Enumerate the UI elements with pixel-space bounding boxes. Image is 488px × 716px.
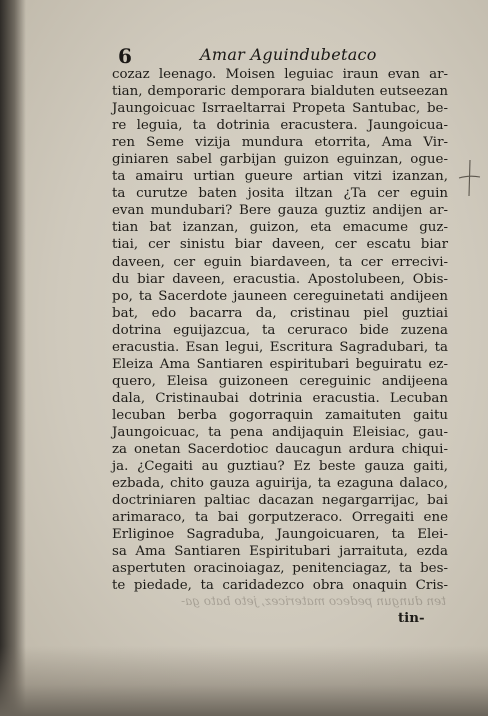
text-line: arimaraco, ta bai gorputzeraco. Orregaiti ene (112, 510, 448, 526)
text-line: eracustia. Esan legui, Escritura Sagradubari, ta (112, 339, 448, 355)
text-line: aspertuten oracinoiagaz, penitenciagaz, ta bes- (112, 561, 448, 577)
text-line: Jaungoicuac, ta pena andijaquin Eleisiac, gau- (112, 424, 448, 440)
text-line: giniaren sabel garbijan guizon eguinzan, ogue- (112, 152, 448, 168)
text-line: ja. ¿Cegaiti au guztiau? Ez beste gauza gaiti, (112, 459, 448, 475)
text-line: ta curutze baten josita iltzan ¿Ta cer eguin (112, 186, 448, 202)
text-line: dala, Cristinaubai dotrinia eracustia. Lecuban (112, 390, 448, 406)
page-header (118, 44, 448, 68)
running-title: Amar Aguindubetaco (200, 45, 377, 64)
text-line: te piedade, ta caridadezco obra onaquin Cris- (112, 578, 448, 594)
text-line: dotrina eguijazcua, ta ceruraco bide zuzena (112, 322, 448, 338)
text-line: ta amairu urtian gueure artian vitzi izanzan, (112, 169, 448, 185)
text-line: tian, demporaric demporara bialduten eutseezan (112, 84, 448, 100)
text-line: Jaungoicuac Isrraeltarrai Propeta Santubac, be- (112, 101, 448, 117)
bleed-through-text: ten dungun pedeco matericez, jeto bato ga- (181, 594, 446, 608)
text-line: Erliginoe Sagraduba, Jaungoicuaren, ta Elei- (112, 527, 448, 543)
text-line: lecuban berba gogorraquin zamaituten gaitu (112, 407, 448, 423)
text-line: tiai, cer sinistu biar daveen, cer escatu biar (112, 237, 448, 253)
text-line: re leguia, ta dotrinia eracustera. Jaungoicua- (112, 118, 448, 134)
text-line: evan mundubari? Bere gauza guztiz andijen ar- (112, 203, 448, 219)
body-text (112, 66, 448, 594)
text-line: quero, Eleisa guizoneen cereguinic andijeena (112, 373, 448, 389)
text-line: du biar daveen, eracustia. Apostolubeen, Obis- (112, 271, 448, 287)
page-number: 6 (118, 44, 132, 68)
text-line: bat, edo bacarra da, cristinau piel guztiai (112, 305, 448, 321)
text-line: daveen, cer eguin biardaveen, ta cer errecivi- (112, 254, 448, 270)
text-line: cozaz leenago. Moisen leguiac iraun evan ar- (112, 67, 448, 82)
text-line: doctriniaren paltiac dacazan negargarrijac, bai (112, 493, 448, 509)
text-line: Eleiza Ama Santiaren espiritubari beguiratu ez- (112, 356, 448, 372)
text-line: po, ta Sacerdote jauneen cereguinetati andijeen (112, 288, 448, 304)
page-bottom-shadow (0, 646, 488, 716)
text-line: ren Seme vizija mundura etorrita, Ama Vir- (112, 135, 448, 151)
book-spine-shadow (0, 0, 26, 716)
catchword: tin- (398, 610, 425, 626)
text-line: sa Ama Santiaren Espiritubari jarraituta, ezda (112, 544, 448, 560)
text-line: za onetan Sacerdotioc daucagun ardura chiqui- (112, 442, 448, 458)
text-line: ezbada, chito gauza aguirija, ta ezaguna dalaco, (112, 476, 448, 492)
margin-pencil-mark-icon (456, 158, 482, 198)
text-line: tian bat izanzan, guizon, eta emacume guz- (112, 220, 448, 236)
